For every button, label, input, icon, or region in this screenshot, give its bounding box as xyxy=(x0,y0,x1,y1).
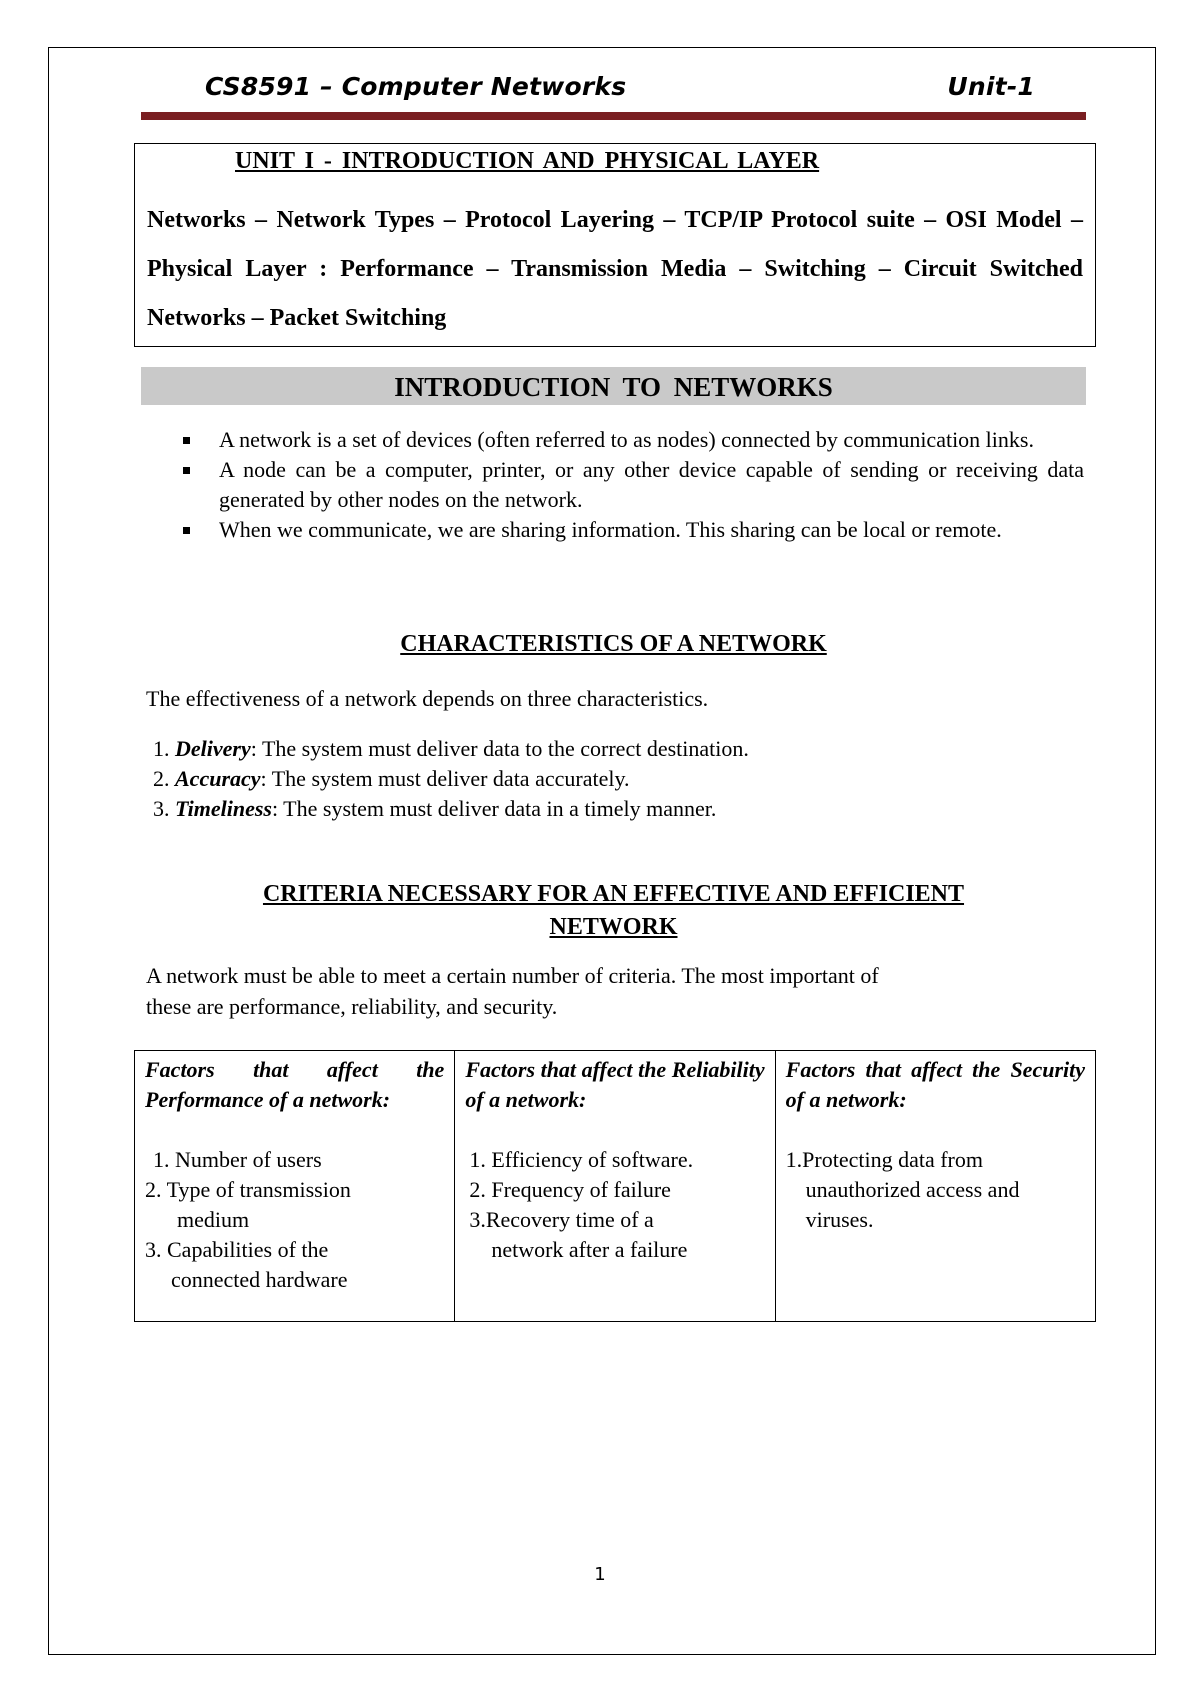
cell-item: 2. Type of transmission xyxy=(145,1177,351,1202)
factors-table xyxy=(134,1050,1096,1322)
reliability-factors-cell xyxy=(455,1051,775,1322)
syllabus-topics: Networks – Network Types – Protocol Layering – TCP/IP Protocol suite – OSI Model – Physical Layer : Performance – Transmission Media – Switching – Circuit Switched Networks – Packet Switching xyxy=(147,207,1083,331)
characteristics-list xyxy=(153,734,749,824)
cell-item: connected hardware xyxy=(171,1267,348,1292)
bullet-icon xyxy=(183,527,190,534)
cell-item: network after a failure xyxy=(491,1237,688,1262)
list-item: 3. Timeliness: The system must deliver data in a timely manner. xyxy=(153,796,717,821)
criteria-heading-line: CRITERIA NECESSARY FOR AN EFFECTIVE AND EFFICIENT xyxy=(262,881,965,907)
criteria-heading xyxy=(141,878,1086,944)
cell-item: 3. Capabilities of the xyxy=(145,1237,329,1262)
cell-item: 2. Frequency of failure xyxy=(469,1177,671,1202)
page-header xyxy=(205,72,1035,101)
cell-header: Factors that affect the Performance of a network: xyxy=(145,1057,445,1112)
bullet-icon xyxy=(183,467,190,474)
characteristics-heading: CHARACTERISTICS OF A NETWORK xyxy=(400,631,827,657)
syllabus-title: UNIT I - INTRODUCTION AND PHYSICAL LAYER xyxy=(235,148,820,174)
security-factors-cell xyxy=(775,1051,1095,1322)
course-title: CS8591 – Computer Networks xyxy=(205,72,627,101)
cell-item: 1. Efficiency of software. xyxy=(469,1147,694,1172)
unit-label: Unit-1 xyxy=(947,72,1035,101)
list-item: 2. Accuracy: The system must deliver data accurately. xyxy=(153,766,630,791)
criteria-intro-line: A network must be able to meet a certain number of criteria. The most important of xyxy=(146,963,879,988)
list-item: 1. Delivery: The system must deliver data to the correct destination. xyxy=(153,736,749,761)
bullet-text: A node can be a computer, printer, or any other device capable of sending or receiving data generated by other nodes on the network. xyxy=(219,457,1084,512)
cell-item: medium xyxy=(177,1207,250,1232)
cell-header: Factors that affect the Reliability of a network: xyxy=(465,1057,765,1112)
table-row xyxy=(135,1051,1096,1322)
list-item xyxy=(183,455,1084,515)
bullet-icon xyxy=(183,437,190,444)
criteria-heading-line: NETWORK xyxy=(549,914,678,940)
cell-item: 1. Number of users xyxy=(153,1147,322,1172)
cell-item: 3.Recovery time of a xyxy=(469,1207,654,1232)
cell-item: 1.Protecting data from xyxy=(785,1147,983,1172)
syllabus-box xyxy=(134,143,1096,347)
criteria-intro xyxy=(146,960,879,1022)
characteristics-intro: The effectiveness of a network depends on three characteristics. xyxy=(146,686,709,711)
header-rule xyxy=(141,112,1086,120)
performance-factors-cell xyxy=(135,1051,455,1322)
bullet-text: A network is a set of devices (often referred to as nodes) connected by communication links. xyxy=(219,427,1034,452)
bullet-text: When we communicate, we are sharing information. This sharing can be local or remote. xyxy=(219,517,1002,542)
page-number: 1 xyxy=(594,1564,606,1585)
cell-item: viruses. xyxy=(805,1207,874,1232)
list-item xyxy=(183,425,1084,455)
cell-item: unauthorized access and xyxy=(805,1177,1020,1202)
list-item xyxy=(183,515,1084,545)
intro-bullet-list xyxy=(183,425,1084,545)
cell-header: Factors that affect the Security of a network: xyxy=(785,1057,1085,1112)
intro-heading: INTRODUCTION TO NETWORKS xyxy=(141,367,1086,405)
criteria-intro-line: these are performance, reliability, and security. xyxy=(146,994,558,1019)
